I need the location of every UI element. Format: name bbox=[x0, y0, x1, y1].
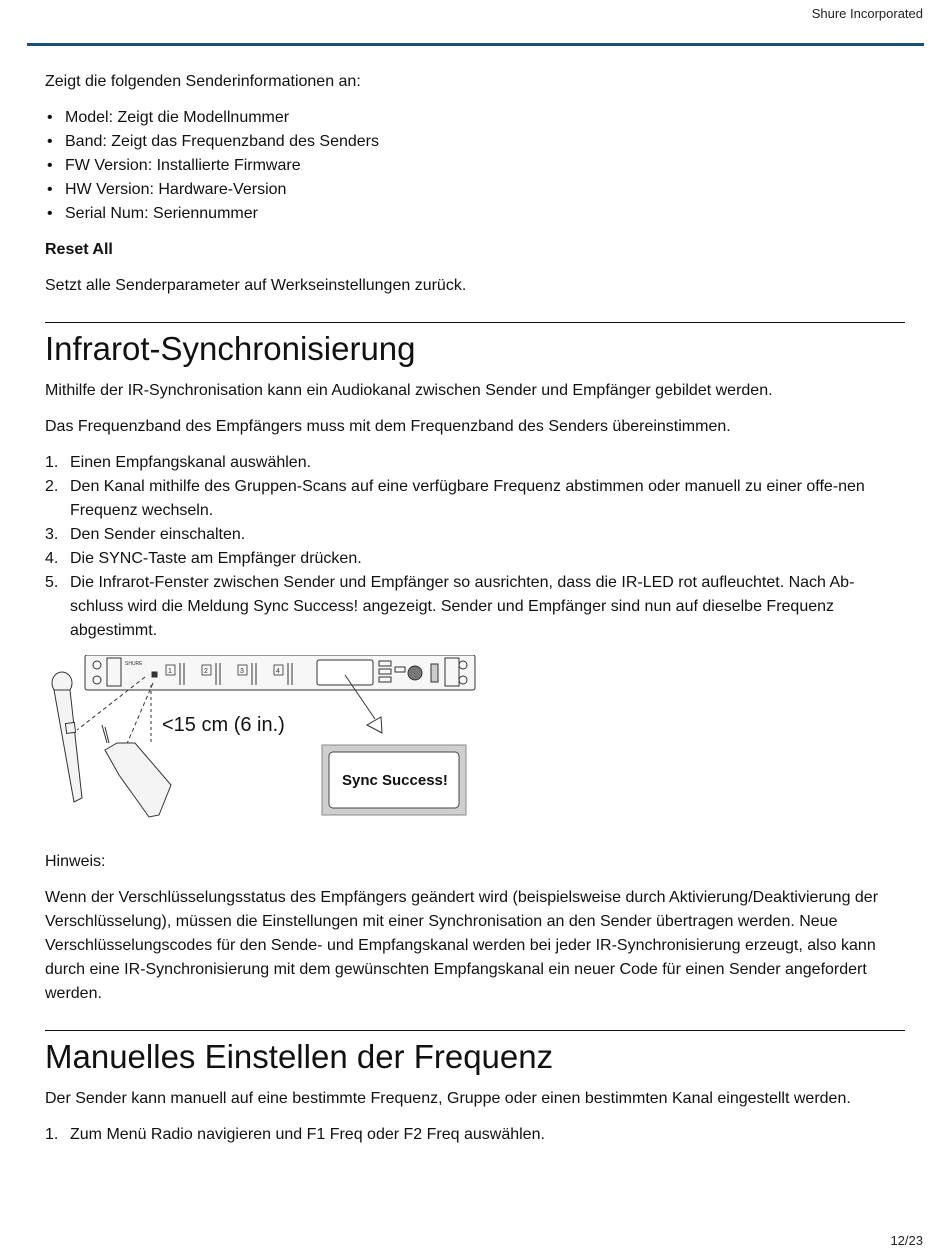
section-title-ir-sync: Infrarot-Synchronisierung bbox=[45, 330, 416, 367]
list-item: • FW Version: Installierte Firmware bbox=[45, 154, 905, 178]
section-divider bbox=[45, 322, 905, 323]
receiver-brand: SHURE bbox=[125, 661, 143, 667]
list-item: • Band: Zeigt das Frequenzband des Senders bbox=[45, 130, 905, 154]
header-company: Shure Incorporated bbox=[811, 6, 923, 21]
step-number: 5. bbox=[45, 574, 59, 591]
distance-label: <15 cm (6 in.) bbox=[162, 714, 285, 736]
ir-sync-paragraph: Mithilfe der IR-Synchronisation kann ein Audiokanal zwischen Sender und Empfänger gebildet werden. bbox=[45, 382, 773, 399]
step-text: Die Infrarot-Fenster zwischen Sender und Empfänger so ausrichten, dass die IR-LED rot aufleuchtet. Nach Ab-schluss wird die Meldung Sync Success! angezeigt. Sender und Empfänger sind nun auf dieselbe Frequenz abgestimmt. bbox=[70, 574, 855, 639]
step-text: Die SYNC-Taste am Empfänger drücken. bbox=[70, 550, 362, 567]
step-number: 2. bbox=[45, 478, 59, 495]
channel-number: 4 bbox=[276, 668, 280, 675]
step-number: 1. bbox=[45, 454, 59, 471]
bodypack-transmitter bbox=[102, 725, 171, 817]
step-text: Den Sender einschalten. bbox=[70, 526, 246, 543]
channel-number: 1 bbox=[168, 668, 172, 675]
list-item: • HW Version: Hardware-Version bbox=[45, 178, 905, 202]
note-text: Wenn der Verschlüsselungsstatus des Empfängers geändert wird (beispielsweise durch Aktivierung/Deaktivierung der Verschlüsselung), müssen die Einstellungen mit einer Synchronisation an den Sender übertragen werden. Neue Verschlüsselungscodes für den Sende- und Empfangskanal werden bei jeder IR-Synchronisierung erzeugt, also kann durch eine IR-Synchronisierung mit dem gewünschten Empfangskanal ein neuer Code für einen Sender angefordert werden. bbox=[45, 889, 879, 1002]
step-item bbox=[45, 451, 905, 475]
ir-sync-diagram bbox=[45, 655, 485, 830]
step-text: Den Kanal mithilfe des Gruppen-Scans auf eine verfügbare Frequenz abstimmen oder manuell zu einer offe-nen Frequenz wechseln. bbox=[70, 478, 865, 519]
reset-text: Setzt alle Senderparameter auf Werkseinstellungen zurück. bbox=[45, 277, 467, 294]
channel-number: 2 bbox=[204, 668, 208, 675]
step-item bbox=[45, 547, 905, 571]
step-item bbox=[45, 523, 905, 547]
manual-paragraph: Der Sender kann manuell auf eine bestimmte Frequenz, Gruppe oder einen bestimmten Kanal eingestellt werden. bbox=[45, 1090, 851, 1107]
step-item bbox=[45, 475, 905, 523]
section-title-manual: Manuelles Einstellen der Frequenz bbox=[45, 1038, 554, 1075]
step-text: Zum Menü Radio navigieren und F1 Freq oder F2 Freq auswählen. bbox=[70, 1126, 545, 1143]
step-number: 1. bbox=[45, 1126, 59, 1143]
step-item bbox=[45, 1123, 905, 1147]
info-list bbox=[45, 106, 905, 226]
section-divider bbox=[45, 1030, 905, 1031]
header-rule bbox=[27, 43, 924, 46]
ir-sync-illustration bbox=[45, 655, 485, 830]
receiver-unit bbox=[85, 655, 475, 690]
page-number: 12/23 bbox=[890, 1233, 923, 1248]
handheld-transmitter bbox=[52, 672, 82, 802]
step-number: 4. bbox=[45, 550, 59, 567]
step-number: 3. bbox=[45, 526, 59, 543]
ir-sync-paragraph: Das Frequenzband des Empfängers muss mit dem Frequenzband des Senders übereinstimmen. bbox=[45, 418, 731, 435]
step-text: Einen Empfangskanal auswählen. bbox=[70, 454, 312, 471]
list-item: • Model: Zeigt die Modellnummer bbox=[45, 106, 905, 130]
manual-steps bbox=[45, 1123, 905, 1147]
ir-sync-steps bbox=[45, 451, 905, 643]
note-label: Hinweis: bbox=[45, 853, 106, 870]
channel-number: 3 bbox=[240, 668, 244, 675]
intro-text: Zeigt die folgenden Senderinformationen an: bbox=[45, 73, 361, 90]
step-item bbox=[45, 571, 905, 643]
sync-success-label: Sync Success! bbox=[342, 772, 448, 789]
reset-heading: Reset All bbox=[45, 241, 113, 258]
list-item: • Serial Num: Seriennummer bbox=[45, 202, 905, 226]
page-content bbox=[45, 70, 905, 1159]
